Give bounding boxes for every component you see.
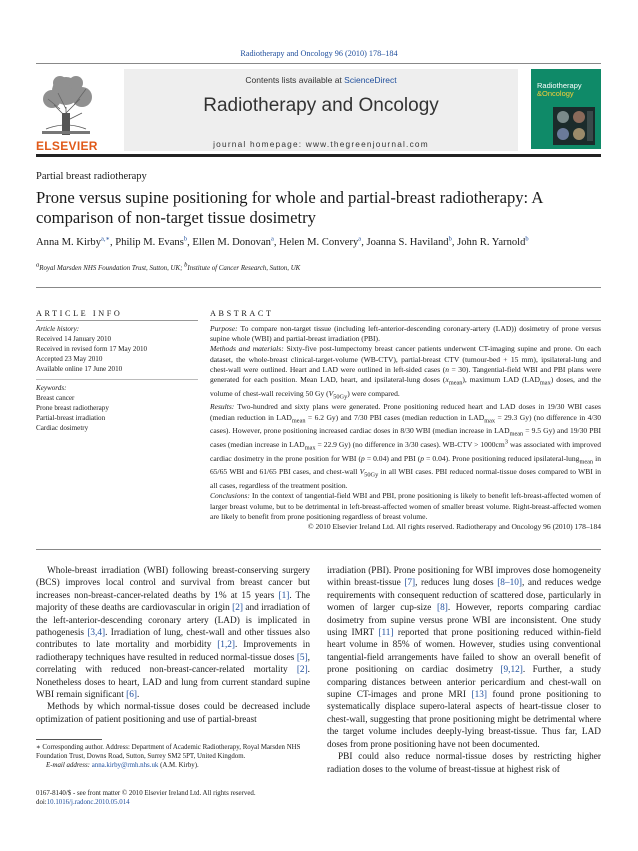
journal-homepage[interactable]: journal homepage: www.thegreenjournal.com	[213, 139, 429, 149]
journal-masthead	[36, 63, 601, 155]
body-column-left	[36, 565, 310, 726]
history-item: Accepted 23 May 2010	[36, 355, 103, 363]
author-affiliation-marker[interactable]: a	[270, 235, 274, 243]
affiliation-marker: b	[184, 261, 188, 269]
article-history	[36, 324, 198, 374]
citation-link[interactable]: [5]	[296, 652, 308, 663]
history-item: Available online 17 June 2010	[36, 365, 123, 373]
author-affiliation-marker[interactable]: a,∗	[101, 235, 110, 243]
doi-link[interactable]: 10.1016/j.radonc.2010.05.014	[46, 799, 130, 807]
body-paragraph: irradiation (PBI). Prone positioning for WBI improves dose homogeneity within breast-tissue [7], reduces lung doses [8–10], and reduces wedge requirements with consequent reduction of scattered dose, particularly in women of larger cup-size [8]. However, reports comparing cardiac dosimetry from supine versus prone WBI are inconsistent. One study using IMRT [11] reported that prone positioning reduced within-field heart volume in 85% of women. However, studies using conventional tangential-field arrangements have failed to show an overall benefit of prone positioning on cardiac dosimetry [9,12]. Further, a study comparing distances between anterior pericardium and chest-wall on supine CT-images and prone MRI [13] found prone positioning to systematically displace supero-lateral aspects of heart-tissue closer to chest-wall, suggesting that prone positioning might be detrimental where the target volume includes deeply-lying breast-tissue. Thus far, LAD doses from prone positioning have not been documented.	[327, 566, 602, 750]
masthead-top-rule	[36, 63, 601, 64]
divider	[210, 320, 601, 321]
author-name: Joanna S. Haviland	[366, 237, 449, 248]
journal-cover-thumbnail	[531, 69, 601, 149]
keyword-item: Prone breast radiotherapy	[36, 404, 109, 412]
citation-link[interactable]: [3,4]	[87, 628, 106, 639]
elsevier-tree-logo-icon	[36, 69, 116, 149]
article-title: Prone versus supine positioning for whole and partial-breast radiotherapy: A comparison of non-target tissue dosimetry	[36, 188, 543, 227]
doi-line: doi:10.1016/j.radonc.2010.05.014	[36, 799, 130, 807]
history-item: Received in revised form 17 May 2010	[36, 345, 148, 353]
citation-link[interactable]: [1,2]	[217, 640, 236, 651]
abstract-text	[210, 324, 601, 532]
citation-link[interactable]: [13]	[471, 690, 487, 701]
history-label: Article history:	[36, 325, 80, 333]
author-affiliation-marker[interactable]: a	[358, 235, 362, 243]
body-paragraph: PBI could also reduce normal-tissue doses by restricting higher radiation doses to the volume of breast-tissue at highest risk of	[327, 752, 601, 775]
article-info-heading: ARTICLE INFO	[36, 309, 123, 318]
citation-link[interactable]: [1]	[278, 590, 290, 601]
citation-link[interactable]: [7]	[404, 578, 416, 589]
citation-link[interactable]: [9,12]	[500, 665, 523, 676]
divider	[36, 549, 601, 550]
author-affiliation-marker[interactable]: b	[525, 235, 529, 243]
email-line: E-mail address: anna.kirby@rmh.nhs.uk (A.M. Kirby).	[46, 762, 199, 770]
divider	[36, 287, 601, 288]
keyword-item: Partial-breast irradiation	[36, 414, 106, 422]
citation-link[interactable]: [6]	[126, 690, 137, 701]
journal-banner	[124, 69, 518, 151]
email-link[interactable]: anna.kirby@rmh.nhs.uk	[91, 762, 159, 770]
body-paragraph: Whole-breast irradiation (WBI) following breast-conserving surgery (BCS) improves local control and survival from breast cancer but increases non-breast-cancer-related deaths by 1% at 15 years [1]. The majority of these deaths are cardiovascular in origin [2] and irradiation of the left-anterior-descending coronary artery (LAD) is implicated in pathogenesis [3,4]. Irradiation of lung, chest-wall and other tissues also contributes to late mortality and morbidity [1,2]. Improvements in radiotherapy techniques have resulted in reduced normal-tissue doses [5], correlating with reduced non-breast-cancer-related mortality [2]. Nonetheless doses to heart, LAD and lung from current standard supine WBI remain significant [6].	[36, 566, 310, 701]
journal-title: Radiotherapy and Oncology	[203, 95, 439, 116]
affiliation-marker: a	[36, 261, 40, 269]
abstract-results: Results: Two-hundred and sixty plans were generated. Prone positioning reduced heart and LAD doses in 19/30 WBI cases (median reduction in $LAD_{mean} = 6.2$ Gy) and 7/30 PBI cases (median reduction in $LAD_{max} = 29.3$ Gy) (no difference in 4/30 cases). However, prone positioning increased cardiac doses in 8/30 WBI (median increase in $LAD_{mean} = 9.5$ Gy) and 19/30 PBI cases (median increase in $LAD_{max} = 22.9$ Gy) (no difference in 3/30 cases). $WB-CTV > 1000cm^3$ was associated with improved cardiac dosimetry in the prone position for WBI (p = 0.04) and PBI (p = 0.04). Prone positioning reduced ipsilateral-lung$_{mean}$ in 65/65 WBI and 61/65 PBI cases, and chest-wall $V_{50Gy}$ in all WBI cases. PBI reduced normal-tissue doses compared to WBI in all cases, regardless of the treatment position.	[210, 402, 602, 491]
contents-availability	[124, 75, 518, 85]
corresponding-author-footnote	[36, 743, 310, 771]
keyword-item: Cardiac dosimetry	[36, 424, 89, 432]
cover-images-icon	[553, 107, 595, 145]
keyword-item: Breast cancer	[36, 394, 75, 402]
corresponding-author-text: ∗ Corresponding author. Address: Department of Academic Radiotherapy, Royal Marsden NHS Foundation Trust, Downs Road, Sutton, Surrey SM2 5PT, United Kingdom.	[36, 744, 301, 761]
abstract-heading: ABSTRACT	[210, 309, 274, 318]
affiliation-text: Institute of Cancer Research, Sutton, UK	[187, 265, 301, 272]
cover-title-line1: Radiotherapy	[537, 81, 582, 90]
body-column-right	[327, 565, 601, 776]
masthead-bottom-rule	[36, 154, 601, 157]
contents-prefix: Contents lists available at	[245, 75, 345, 85]
author-name: Philip M. Evans	[115, 237, 184, 248]
citation-link[interactable]: [2]	[296, 665, 308, 676]
author-name: Helen M. Convery	[279, 237, 359, 248]
divider	[36, 320, 198, 321]
citation-link[interactable]: [8–10]	[497, 578, 522, 589]
footnote-rule	[36, 739, 102, 740]
cover-title-line2: &Oncology	[537, 89, 574, 98]
front-matter	[36, 789, 310, 807]
abstract-methods: Methods and materials: Sixty-five post-lumpectomy breast cancer patients underwent CT-imaging supine and prone. On each dataset, the whole-breast clinical-target-volume (WB-CTV), partial-breast CTV (tumour-bed + 15 mm), ipsilateral-lung and chest-wall were outlined. Heart and LAD were outlined in left-sided cases (n = 30). Tangential-field WBI and PBI plans were generated for each position. Mean LAD, heart, and ipsilateral-lung doses $(x_{mean})$, maximum LAD $(LAD_{max})$ doses, and the volume of chest-wall receiving 50 Gy $(V_{50Gy})$ were compared.	[210, 344, 602, 401]
article-section-label: Partial breast radiotherapy	[36, 171, 147, 182]
history-item: Received 14 January 2010	[36, 335, 112, 343]
citation-link[interactable]: [2]	[232, 603, 243, 614]
author-name: Anna M. Kirby	[36, 237, 102, 248]
abstract-purpose: Purpose: To compare non-target tissue (including left-anterior-descending coronary-artery (LAD)) dosimetry of prone versus supine whole (WBI) and partial-breast irradiation (PBI).	[210, 324, 601, 344]
front-matter-text: 0167-8140/$ - see front matter © 2010 Elsevier Ireland Ltd. All rights reserved.	[36, 790, 256, 797]
sciencedirect-link[interactable]: ScienceDirect	[344, 75, 397, 85]
author-name: John R. Yarnold	[457, 237, 526, 248]
affiliation-text: Royal Marsden NHS Foundation Trust, Sutton, UK;	[39, 265, 183, 272]
publisher-logo-text: ELSEVIER	[36, 139, 98, 153]
citation-link[interactable]: [11]	[378, 628, 394, 639]
divider	[36, 379, 198, 380]
keywords	[36, 383, 198, 433]
keywords-label: Keywords:	[36, 384, 67, 392]
citation-link[interactable]: [8]	[437, 603, 448, 614]
author-affiliation-marker[interactable]: b	[183, 235, 188, 243]
abstract-copyright: © 2010 Elsevier Ireland Ltd. All rights reserved. Radiotherapy and Oncology 96 (2010) 178–184	[307, 521, 601, 531]
author-name: Ellen M. Donovan	[192, 237, 271, 248]
author-list: Anna M. Kirby$^{a,∗}$, Philip M. Evans$^b$, Ellen M. Donovan$^a$, Helen M. Convery$^a$, Joanna S. Haviland$^b$, John R. Yarnold$^b$	[36, 235, 529, 248]
author-affiliation-marker[interactable]: b	[448, 235, 452, 243]
body-paragraph: Methods by which normal-tissue doses could be decreased include optimization of patient positioning and use of partial-breast	[36, 702, 310, 725]
affiliations	[36, 261, 601, 272]
journal-citation-link[interactable]: Radiotherapy and Oncology 96 (2010) 178–184	[240, 49, 398, 58]
abstract-conclusions: Conclusions: In the context of tangential-field WBI and PBI, prone positioning is likely to benefit left-breast-affected women of larger breast volume, but to be detrimental in left-breast-affected women of smaller breast volume. Right-breast-affected women are likely to benefit from prone positioning regardless of breast volume.	[210, 491, 601, 521]
